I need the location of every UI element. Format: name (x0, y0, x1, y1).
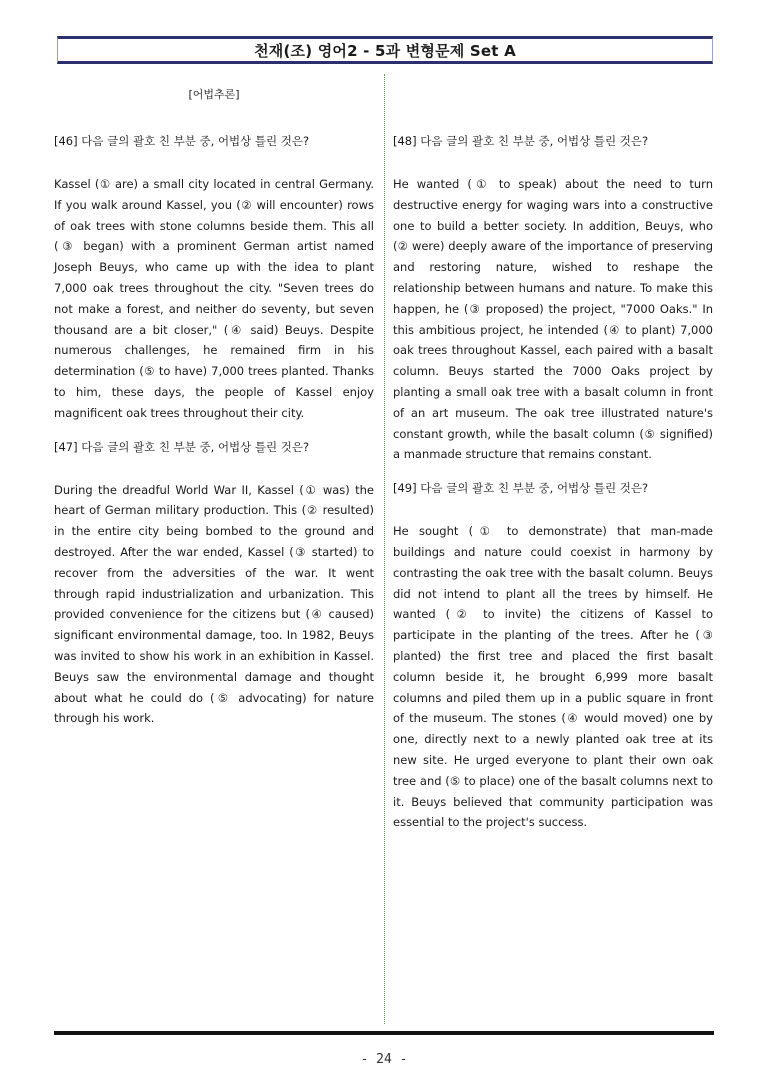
question-47-title: [47] 다음 글의 괄호 친 부분 중, 어법상 틀린 것은? (54, 439, 310, 454)
page-title: 천재(조) 영어2 - 5과 변형문제 Set A (254, 41, 516, 60)
column-divider (384, 74, 385, 1024)
page-number: - 24 - (360, 1052, 408, 1067)
question-47 (54, 440, 374, 730)
left-column (54, 88, 374, 745)
question-48 (393, 134, 713, 465)
question-49-title: [49] 다음 글의 괄호 친 부분 중, 어법상 틀린 것은? (393, 481, 649, 496)
question-47-body: During the dreadful World War II, Kassel (① was) the heart of German military production. This (② resulted) in the entire city being bombed to the ground and destroyed. After the war ended, Kassel (③ started) to recover from the adversities of the war. It went through rapid industrialization and urbanization. This provided convenience for the citizens but (④ caused) significant environmental damage, too. In 1982, Beuys was invited to show his work in an exhibition in Kassel. Beuys saw the environmental damage and thought about what he could do (⑤ advocating) for nature through his work. (54, 482, 374, 726)
question-48-body: He wanted (① to speak) about the need to turn destructive energy for waging wars into a constructive one to build a better society. In addition, Beuys, who (② were) deeply aware of the importance of preserving and restoring nature, wished to reshape the relationship between humans and nature. To make this happen, he (③ proposed) the project, "7000 Oaks." In this ambitious project, he intended (④ to plant) 7,000 oak trees throughout Kassel, each paired with a basalt column. Beuys started the 7000 Oaks project by planting a small oak tree with a basalt column in front of an art museum. The oak tree illustrated nature's constant growth, while the basalt column (⑤ signified) a manmade structure that remains constant. (393, 177, 713, 462)
question-46-title: [46] 다음 글의 괄호 친 부분 중, 어법상 틀린 것은? (54, 134, 310, 148)
right-column (393, 134, 713, 849)
question-48-title: [48] 다음 글의 괄호 친 부분 중, 어법상 틀린 것은? (393, 134, 649, 148)
question-49-body: He sought (① to demonstrate) that man-made buildings and nature could coexist in harmony by contrasting the oak tree with the basalt column. Beuys did not intend to plant all the trees by himself. He wanted (② to invite) the citizens of Kassel to participate in the planting of the trees. After he (③ planted) the first tree and placed the first basalt column beside it, he brought 6,999 more basalt columns and piled them up in a public square in front of the museum. The stones (④ would moved) one by one, directly next to a newly planted oak tree at its new site. He urged everyone to plant their own oak tree and (⑤ to place) one of the basalt columns next to it. Beuys believed that community participation was essential to the project's success. (393, 524, 713, 830)
question-49 (393, 481, 713, 833)
question-46-body: Kassel (① are) a small city located in central Germany. If you walk around Kassel, you (② will encounter) rows of oak trees with stone columns beside them. This all (③ began) with a prominent German artist named Joseph Beuys, who came up with the idea to plant 7,000 oak trees throughout the city. "Seven trees do not make a forest, and neither do seventy, but seven thousand are a bit closer," (④ said) Beuys. Despite numerous challenges, he remained firm in his determination (⑤ to have) 7,000 trees planted. Thanks to him, these days, the people of Kassel enjoy magnificent oak trees throughout their city. (54, 177, 374, 420)
section-label: [어법추론] (188, 88, 240, 101)
question-46 (54, 134, 374, 424)
page-header (57, 36, 713, 64)
footer-rule (54, 1031, 714, 1035)
